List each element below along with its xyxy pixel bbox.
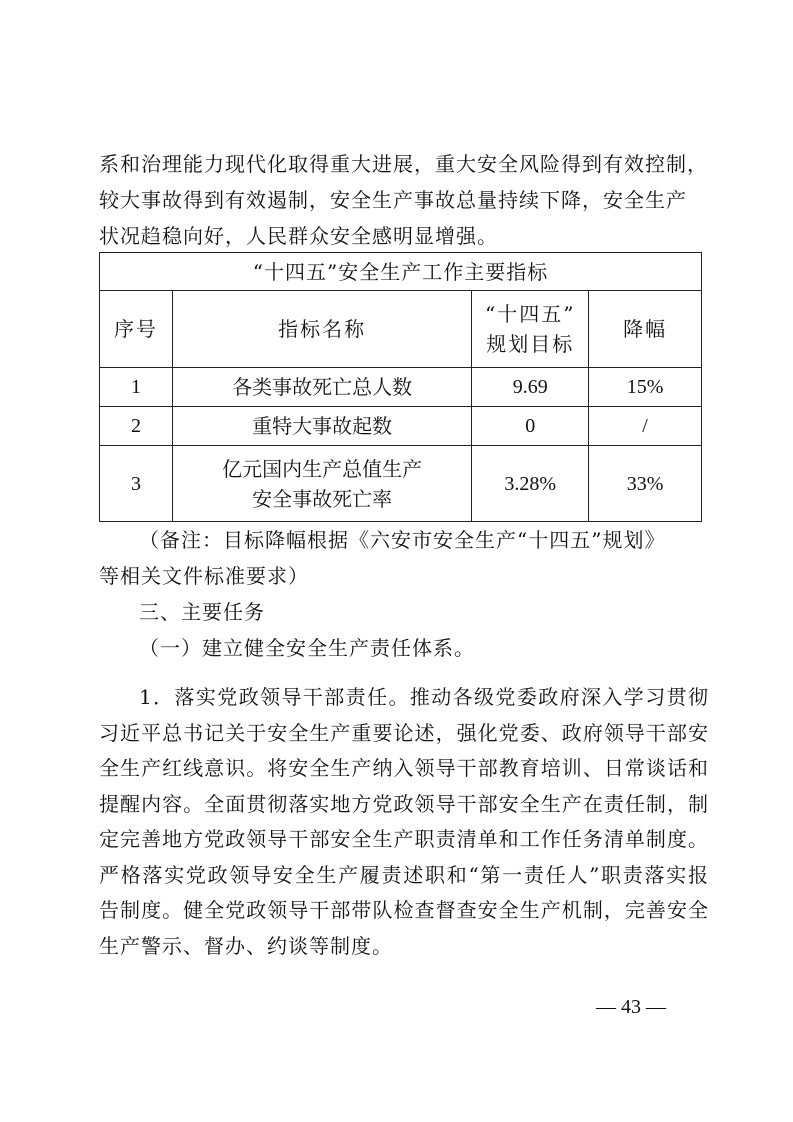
header-name: 指标名称 [172,291,471,368]
table-caption-row [100,253,702,291]
row-index: 1 [100,368,173,407]
header-target-line2: 规划目标 [486,332,575,356]
row-reduction: 15% [589,368,702,407]
body-paragraph [99,680,709,964]
section-heading: 三、主要任务 [139,600,265,624]
header-index: 序号 [100,291,173,368]
table-note-line2: 等相关文件标准要求） [99,564,309,588]
row-name-line1: 亿元国内生产总值生产 [222,456,423,481]
row-target: 0 [472,407,589,446]
header-reduction: 降幅 [589,291,702,368]
row-target: 9.69 [472,368,589,407]
table-caption: “十四五”安全生产工作主要指标 [100,253,702,291]
intro-line: 较大事故得到有效遏制，安全生产事故总量持续下降，安全生产 [99,188,687,212]
row-index: 3 [100,446,173,522]
intro-line: 系和治理能力现代化取得重大进展，重大安全风险得到有效控制， [99,152,708,176]
intro-paragraph [99,146,709,254]
row-index: 2 [100,407,173,446]
header-target-line1: “十四五” [485,302,576,326]
row-name-line2: 安全事故死亡率 [252,486,393,511]
table-row [100,446,702,522]
table-row [100,368,702,407]
indicators-table [99,252,702,522]
intro-line: 状况趋稳向好，人民群众安全感明显增强。 [99,224,498,248]
table-row [100,407,702,446]
page-number: — 43 — [596,996,666,1018]
row-name: 重特大事故起数 [172,407,471,446]
row-reduction: 33% [589,446,702,522]
row-target: 3.28% [472,446,589,522]
row-name: 各类事故死亡总人数 [172,368,471,407]
row-reduction: / [589,407,702,446]
table-header-row [100,291,702,368]
notes-and-headings [99,522,709,666]
subsection-heading: （一）建立健全安全生产责任体系。 [139,636,475,660]
header-target [472,291,589,368]
paragraph-text: 1．落实党政领导干部责任。推动各级党委政府深入学习贯彻习近平总书记关于安全生产重要论述，强化党委、政府领导干部安全生产红线意识。将安全生产纳入领导干部教育培训、日常谈话和提醒内容。全面贯彻落实地方党政领导干部安全生产在责任制，制定完善地方党政领导干部安全生产职责清单和工作任务清单制度。严格落实党政领导安全生产履责述职和“第一责任人”职责落实报告制度。健全党政领导干部带队检查督查安全生产机制，完善安全生产警示、督办、约谈等制度。 [99,685,709,958]
table-note-line1: （备注：目标降幅根据《六安市安全生产“十四五”规划》 [139,528,666,552]
row-name [172,446,471,522]
